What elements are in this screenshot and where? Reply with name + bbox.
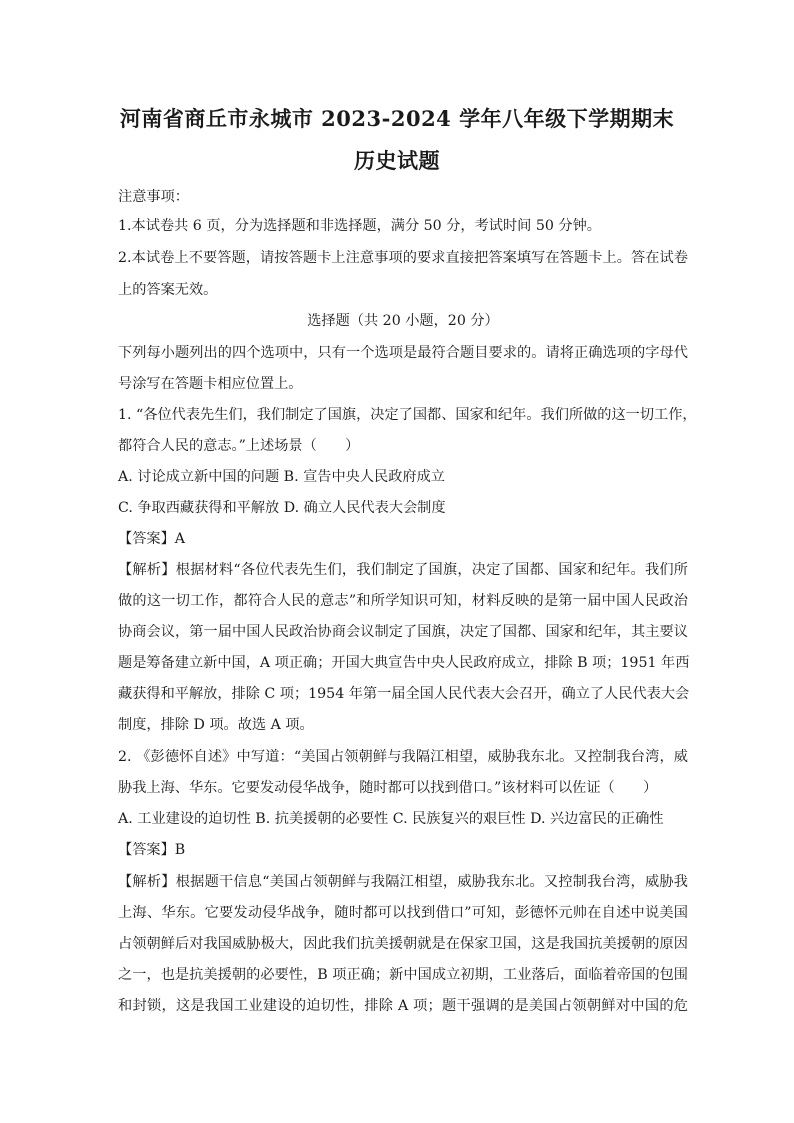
- question-2-analysis-line: 和封锁，这是我国工业建设的迫切性，排除 A 项；题干强调的是美国占领朝鲜对中国的危: [118, 998, 688, 1014]
- notice-item-2-cont: 上的答案无效。: [118, 282, 218, 298]
- question-1-analysis-line: 制度，排除 D 项。故选 A 项。: [118, 717, 314, 733]
- notice-item-2: 2.本试卷上不要答题，请按答题卡上注意事项的要求直接把答案填写在答题卡上。答在试卷: [118, 250, 688, 266]
- notice-heading: 注意事项：: [118, 189, 189, 205]
- question-1-analysis-line: 做的这一切工作，都符合人民的意志”和所学知识可知，材料反映的是第一届中国人民政治: [118, 593, 688, 609]
- question-2-stem: 2. 《彭德怀自述》中写道：“美国占领朝鲜与我隔江相望，威胁我东北。又控制我台湾，威: [118, 749, 688, 765]
- question-1-options-ab: A. 讨论成立新中国的问题 B. 宣告中央人民政府成立: [118, 469, 445, 485]
- question-2-analysis-line: 上海、华东。它要发动侵华战争，随时都可以找到借口”可知，彭德怀元帅在自述中说美国: [118, 905, 688, 921]
- question-1-analysis-line: 【解析】根据材料“各位代表先生们，我们制定了国旗，决定了国都、国家和纪年。我们所: [118, 562, 688, 578]
- question-1-answer: 【答案】A: [118, 531, 185, 547]
- notice-item-1: 1.本试卷共 6 页，分为选择题和非选择题，满分 50 分，考试时间 50 分钟。: [118, 218, 601, 234]
- question-1-analysis-line: 藏获得和平解放，排除 C 项；1954 年第一届全国人民代表大会召开，确立了人民代表大会: [118, 686, 690, 702]
- question-1-stem-cont: 都符合人民的意志。”上述场景（ ）: [118, 438, 360, 454]
- document-title: 河南省商丘市永城市 2023-2024 学年八年级下学期期末: [119, 106, 675, 131]
- question-2-answer: 【答案】B: [118, 842, 186, 858]
- question-1-analysis-line: 协商会议，第一届中国人民政治协商会议制定了国旗，决定了国都、国家和纪年，其主要议: [118, 624, 688, 640]
- document-subtitle: 历史试题: [354, 148, 440, 173]
- question-1-analysis-line: 题是筹备建立新中国，A 项正确；开国大典宣告中央人民政府成立，排除 B 项；1951 年西: [118, 655, 690, 671]
- question-2-options: A. 工业建设的迫切性 B. 抗美援朝的必要性 C. 民族复兴的艰巨性 D. 兴边富民的正确性: [118, 811, 664, 827]
- question-1-stem: 1. “各位代表先生们，我们制定了国旗，决定了国都、国家和纪年。我们所做的这一切工作，: [118, 407, 697, 423]
- section-instructions-cont: 号涂写在答题卡相应位置上。: [118, 376, 303, 392]
- question-2-stem-cont: 胁我上海、华东。它要发动侵华战争，随时都可以找到借口。”该材料可以佐证（ ）: [118, 780, 658, 796]
- question-2-analysis-line: 之一，也是抗美援朝的必要性，B 项正确；新中国成立初期，工业落后，面临着帝国的包围: [118, 967, 688, 983]
- section-instructions: 下列每小题列出的四个选项中，只有一个选项是最符合题目要求的。请将正确选项的字母代: [118, 345, 688, 361]
- section-heading: 选择题（共 20 小题，20 分）: [307, 313, 499, 329]
- question-2-analysis-line: 【解析】根据题干信息“美国占领朝鲜与我隔江相望，威胁我东北。又控制我台湾，威胁我: [118, 874, 688, 890]
- question-2-analysis-line: 占领朝鲜后对我国威胁极大，因此我们抗美援朝就是在保家卫国，这是我国抗美援朝的原因: [118, 936, 688, 952]
- question-1-options-cd: C. 争取西藏获得和平解放 D. 确立人民代表大会制度: [118, 500, 446, 516]
